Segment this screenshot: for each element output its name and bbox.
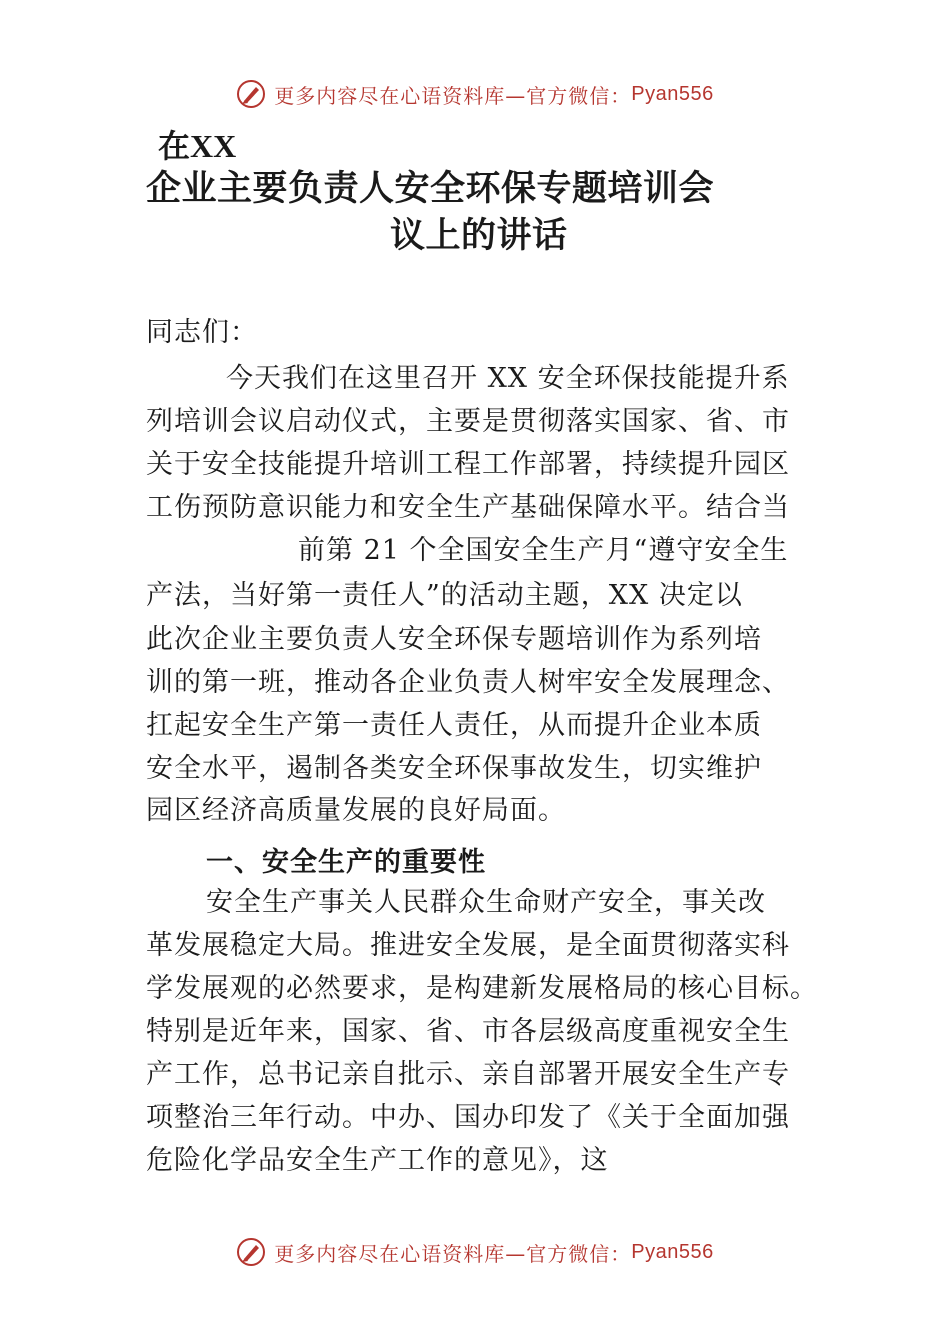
body-line: 关于安全技能提升培训工程工作部署，持续提升园区 [146, 449, 790, 480]
section-line: 特别是近年来，国家、省、市各层级高度重视安全生 [146, 1016, 790, 1047]
section-line: 学发展观的必然要求，是构建新发展格局的核心目标。 [146, 973, 818, 1004]
body-line: 产法，当好第一责任人”的活动主题，XX 决定以 [146, 580, 743, 611]
title-prefix: 在XX [158, 128, 237, 164]
section-line: 革发展稳定大局。推进安全发展，是全面贯彻落实科 [146, 930, 790, 961]
section-line: 项整治三年行动。中办、国办印发了《关于全面加强 [146, 1102, 790, 1133]
body-line: 今天我们在这里召开 XX 安全环保技能提升系 [226, 363, 790, 394]
pen-logo-icon [236, 79, 266, 109]
body-line: 训的第一班，推动各企业负责人树牢安全发展理念、 [146, 667, 790, 698]
section-heading: 一、安全生产的重要性 [206, 847, 486, 878]
title-line-1: 企业主要负责人安全环保专题培训会 [146, 168, 715, 209]
watermark-header [0, 74, 950, 114]
section-line: 危险化学品安全生产工作的意见》，这 [146, 1145, 609, 1176]
salutation: 同志们： [146, 317, 258, 348]
body-line: 列培训会议启动仪式，主要是贯彻落实国家、省、市 [146, 406, 790, 437]
watermark-text: 更多内容尽在心语资料库—官方微信： [274, 1241, 632, 1266]
body-line: 前第 21 个全国安全生产月“遵守安全生 [298, 535, 789, 566]
watermark-handle: Pyan556 [631, 82, 714, 105]
section-line: 产工作，总书记亲自批示、亲自部署开展安全生产专 [146, 1059, 790, 1090]
body-line: 扛起安全生产第一责任人责任，从而提升企业本质 [146, 710, 762, 741]
pen-logo-icon [236, 1237, 266, 1267]
watermark-text: 更多内容尽在心语资料库—官方微信： [274, 83, 632, 108]
body-line: 安全水平，遏制各类安全环保事故发生，切实维护 [146, 753, 762, 784]
watermark-handle: Pyan556 [631, 1240, 714, 1263]
title-line-2: 议上的讲话 [390, 215, 568, 256]
body-line: 工伤预防意识能力和安全生产基础保障水平。结合当 [146, 492, 790, 523]
body-line: 园区经济高质量发展的良好局面。 [146, 795, 566, 826]
section-line: 安全生产事关人民群众生命财产安全，事关改 [206, 887, 766, 918]
body-line: 此次企业主要负责人安全环保专题培训作为系列培 [146, 624, 762, 655]
watermark-footer [0, 1232, 950, 1272]
